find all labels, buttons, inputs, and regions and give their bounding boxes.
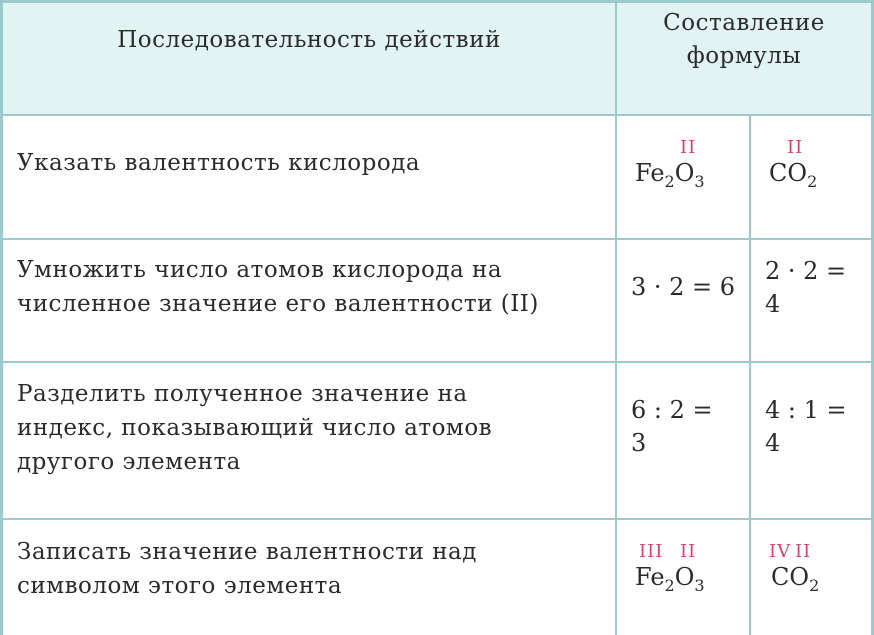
header-actions: Последовательность действий bbox=[117, 27, 501, 53]
row1-fe2o3-formula: $Fe_2O_3$ bbox=[635, 159, 705, 191]
row2-co-calc-line1: 2 · 2 = bbox=[765, 257, 847, 285]
column-divider bbox=[615, 3, 617, 635]
row3-action-line1: Разделить полученное значение на bbox=[17, 381, 468, 407]
row-divider bbox=[3, 518, 871, 520]
row3-fe-calc-line2: 3 bbox=[631, 429, 647, 457]
row-divider bbox=[3, 114, 871, 116]
row4-fe-valence: III bbox=[639, 541, 664, 562]
row3-co-calc-line2: 4 bbox=[765, 429, 781, 457]
row4-action-line2: символом этого элемента bbox=[17, 573, 343, 599]
row2-action-line2: численное значение его валентности (II) bbox=[17, 291, 539, 317]
row1-co2-formula: $CO_2$ bbox=[769, 159, 818, 191]
row3-action-line2: индекс, показывающий число атомов bbox=[17, 415, 493, 441]
row1-action: Указать валентность кислорода bbox=[17, 150, 421, 176]
row4-co-o-valence: II bbox=[795, 541, 812, 562]
row2-action-line1: Умножить число атомов кислорода на bbox=[17, 257, 503, 283]
header-formula-line1: Составление bbox=[663, 10, 825, 36]
row4-fe2o3-formula: $Fe_2O_3$ bbox=[635, 563, 705, 595]
row4-o-valence: II bbox=[680, 541, 697, 562]
row1-fe-valence: II bbox=[680, 137, 697, 158]
row-divider bbox=[3, 361, 871, 363]
row2-fe-calc: 3 · 2 = 6 bbox=[631, 273, 736, 301]
row-divider bbox=[3, 238, 871, 240]
row2-co-calc-line2: 4 bbox=[765, 290, 781, 318]
row3-co-calc-line1: 4 : 1 = bbox=[765, 396, 847, 424]
row1-co-valence: II bbox=[787, 137, 804, 158]
row3-action-line3: другого элемента bbox=[17, 449, 241, 475]
column-divider bbox=[749, 114, 751, 635]
row4-action-line1: Записать значение валентности над bbox=[17, 539, 477, 565]
row4-co2-formula: $CO_2$ bbox=[771, 563, 820, 595]
header-formula-line2: формулы bbox=[686, 43, 802, 69]
row4-c-valence: IV bbox=[769, 541, 792, 562]
row3-fe-calc-line1: 6 : 2 = bbox=[631, 396, 713, 424]
